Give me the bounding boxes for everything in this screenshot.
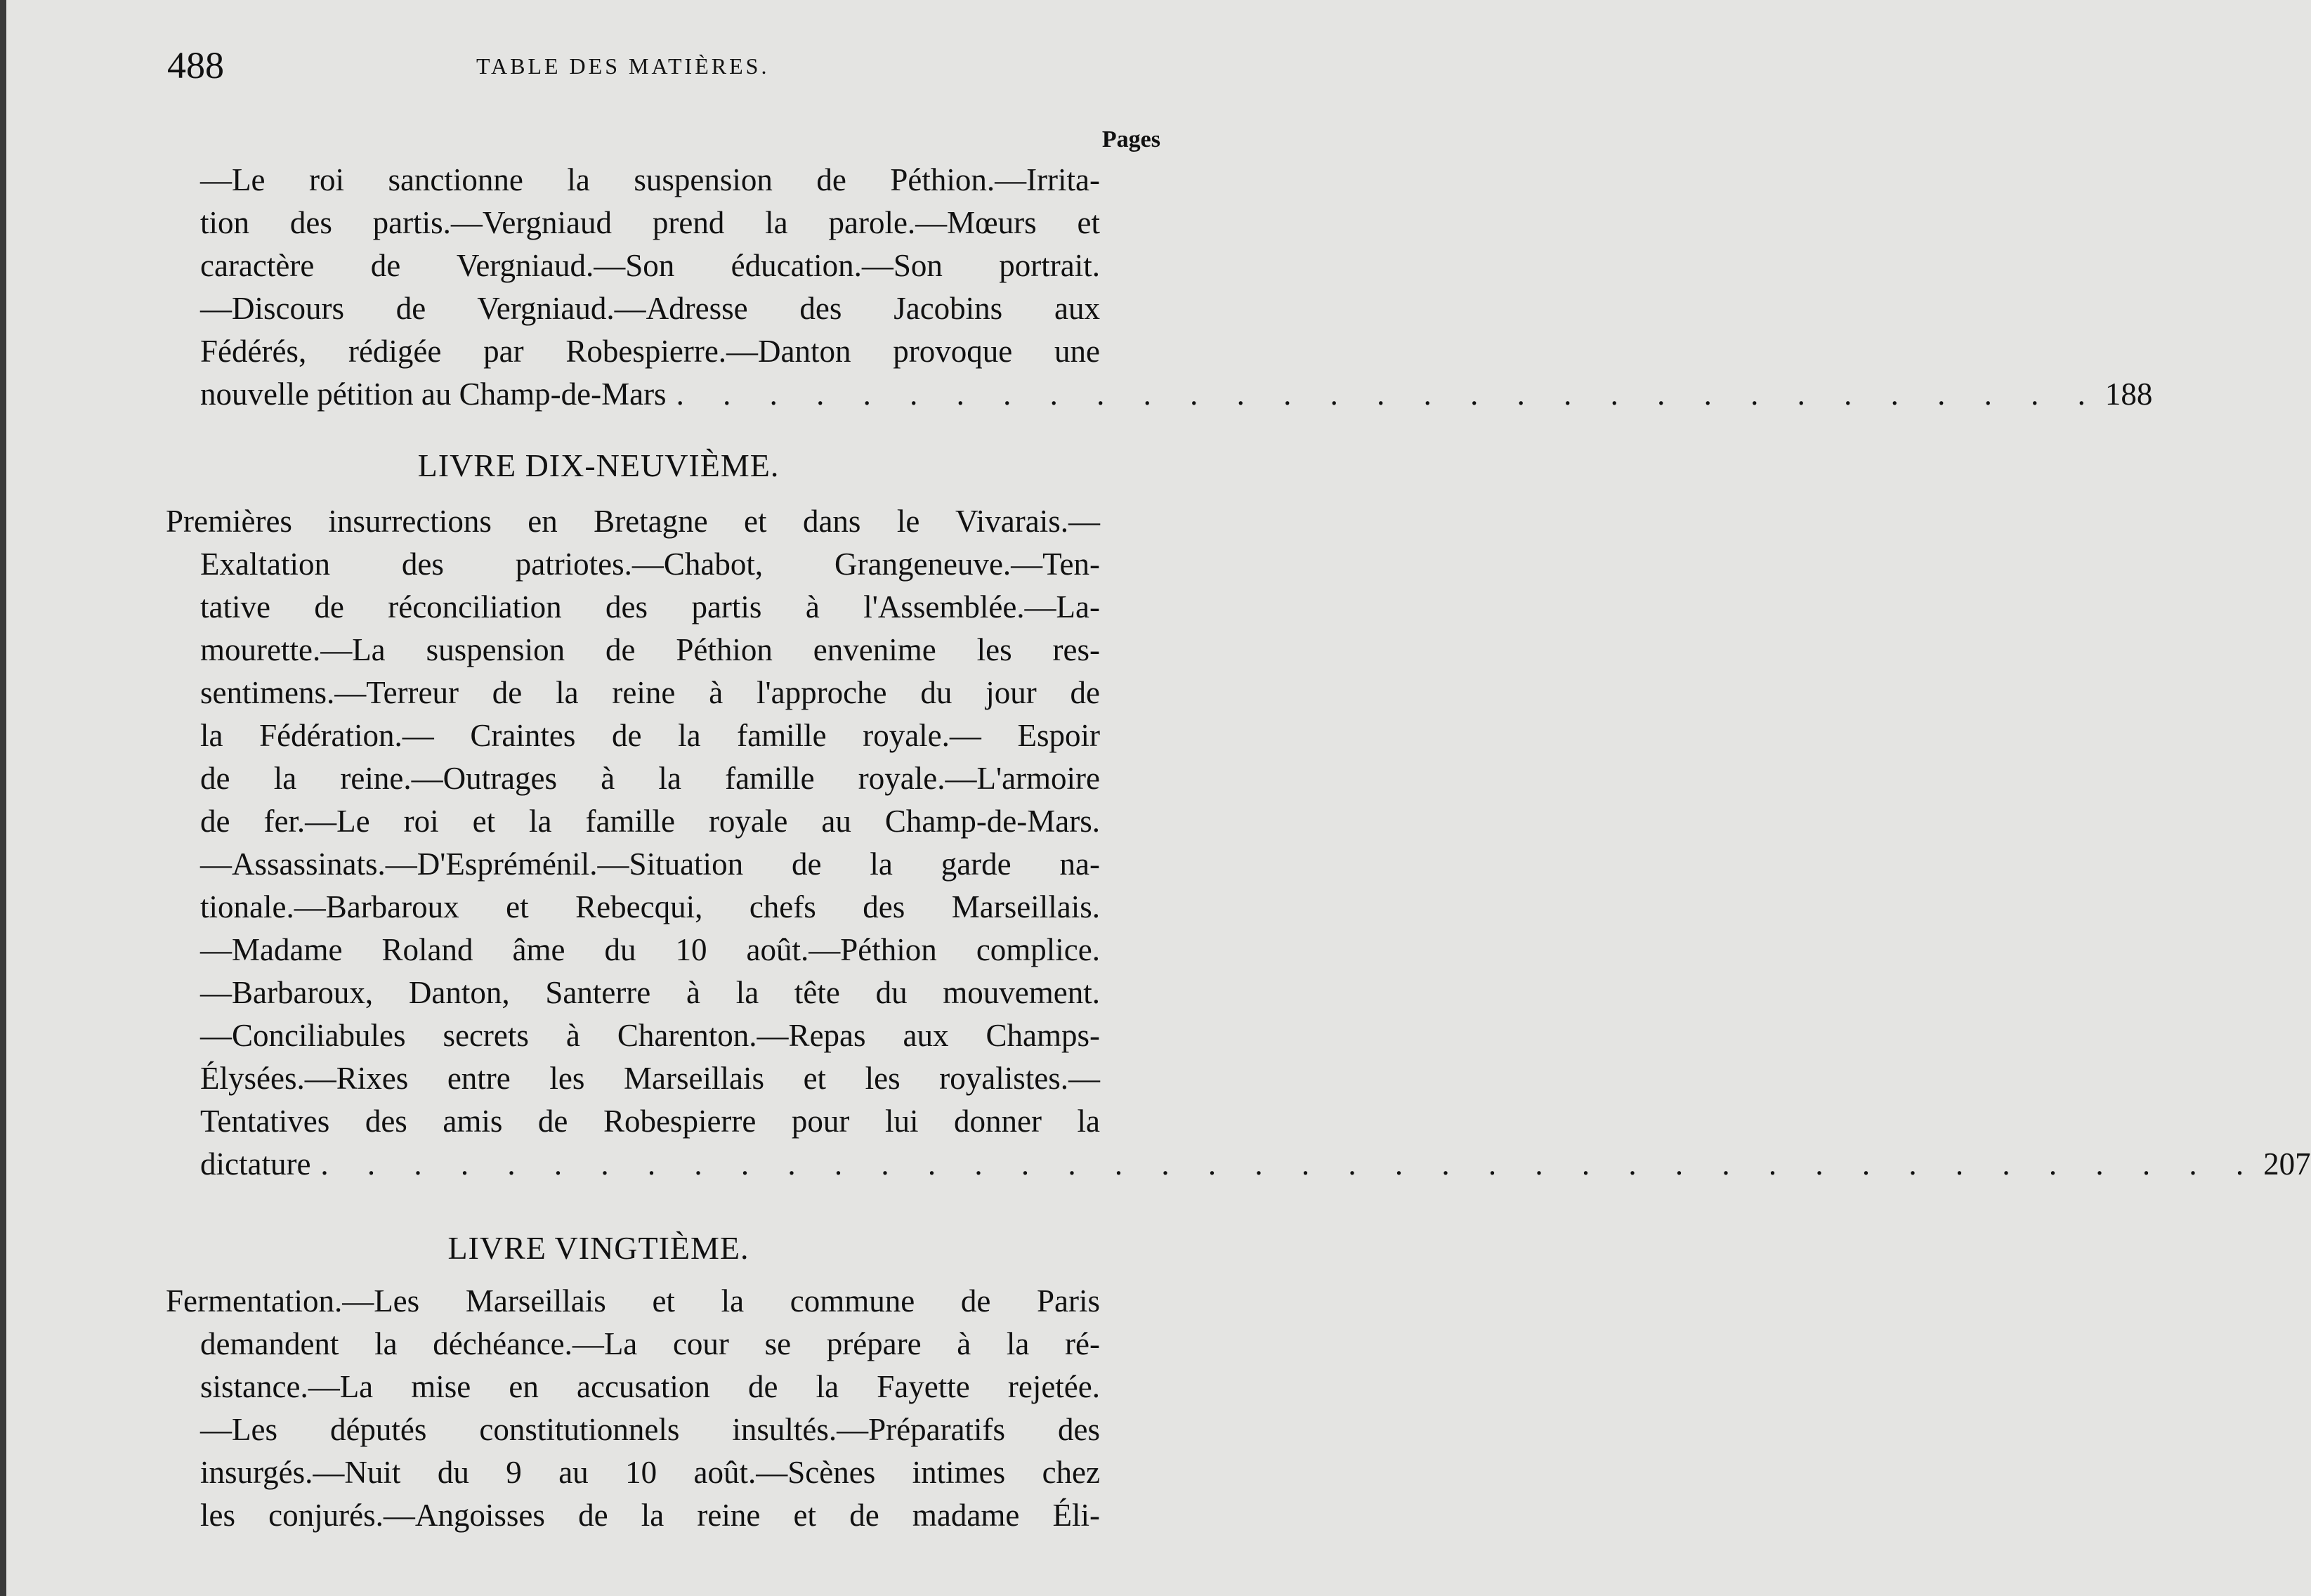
text-line: tative de réconciliation des partis à l'Assemblée.—La- (200, 589, 1100, 624)
text-line: —Le roi sanctionne la suspension de Péthion.—Irrita- (200, 162, 1100, 197)
running-title: TABLE DES MATIÈRES. (476, 53, 770, 79)
text-line: Fermentation.—Les Marseillais et la commune de Paris (166, 1283, 1100, 1319)
text-line: —Conciliabules secrets à Charenton.—Repas aux Champs- (200, 1018, 1100, 1053)
text-line: tionale.—Barbaroux et Rebecqui, chefs des Marseillais. (200, 889, 1100, 924)
page-number: 488 (167, 44, 224, 86)
text-line: tion des partis.—Vergniaud prend la parole.—Mœurs et (200, 205, 1100, 240)
text-line: —Barbaroux, Danton, Santerre à la tête du mouvement. (200, 975, 1100, 1010)
text-line: —Discours de Vergniaud.—Adresse des Jacobins aux (200, 291, 1100, 326)
dot-leader: . . . . . . . . . . . . . . . . . . . . . . . . . . . . . . . . . . . . . . . . . . (320, 1146, 2260, 1182)
text-line: les conjurés.—Angoisses de la reine et de madame Éli- (200, 1498, 1100, 1533)
text-line: sistance.—La mise en accusation de la Fayette rejetée. (200, 1369, 1100, 1404)
text-line: Élysées.—Rixes entre les Marseillais et les royalistes.— (200, 1061, 1100, 1096)
dot-leader: . . . . . . . . . . . . . . . . . . . . . . . . . . . . . . . (676, 377, 2101, 412)
text-line: Fédérés, rédigée par Robespierre.—Danton provoque une (200, 334, 1100, 369)
entry-previous (166, 159, 2153, 416)
text-line: de la reine.—Outrages à la famille royale.—L'armoire (200, 761, 1100, 796)
text-line: demandent la déchéance.—La cour se prépare à la ré- (200, 1326, 1100, 1361)
running-header (167, 44, 1165, 86)
pages-label: Pages (1101, 126, 1160, 152)
entry-livre-20 (166, 1280, 1100, 1537)
text-line: caractère de Vergniaud.—Son éducation.—Son portrait. (200, 248, 1100, 283)
chapter-heading: LIVRE VINGTIÈME. (447, 1230, 749, 1266)
leader-line (200, 373, 2153, 416)
text-line: dictature (200, 1146, 311, 1182)
text-line: sentimens.—Terreur de la reine à l'approche du jour de (200, 675, 1100, 710)
text-line: Premières insurrections en Bretagne et dans le Vivarais.— (166, 504, 1100, 539)
text-line: —Assassinats.—D'Espréménil.—Situation de la garde na- (200, 846, 1100, 882)
leader-line (200, 1143, 2311, 1186)
text-line: Exaltation des patriotes.—Chabot, Grangeneuve.—Ten- (200, 547, 1100, 582)
chapter-heading: LIVRE DIX-NEUVIÈME. (417, 447, 780, 483)
text-line: la Fédération.— Craintes de la famille royale.— Espoir (200, 718, 1100, 753)
page-ref: 188 (2104, 377, 2153, 412)
page-ref: 207 (2263, 1146, 2311, 1182)
text-line: Tentatives des amis de Robespierre pour lui donner la (200, 1104, 1100, 1139)
entry-livre-19 (166, 500, 2311, 1186)
text-line: de fer.—Le roi et la famille royale au Champ-de-Mars. (200, 804, 1100, 839)
text-line: mourette.—La suspension de Péthion envenime les res- (200, 632, 1100, 667)
text-line: —Madame Roland âme du 10 août.—Péthion complice. (200, 932, 1100, 967)
text-line: —Les députés constitutionnels insultés.—Préparatifs des (200, 1412, 1100, 1447)
text-line: insurgés.—Nuit du 9 au 10 août.—Scènes intimes chez (200, 1455, 1100, 1490)
text-line: nouvelle pétition au Champ-de-Mars (200, 377, 667, 412)
page-edge (0, 0, 6, 1596)
